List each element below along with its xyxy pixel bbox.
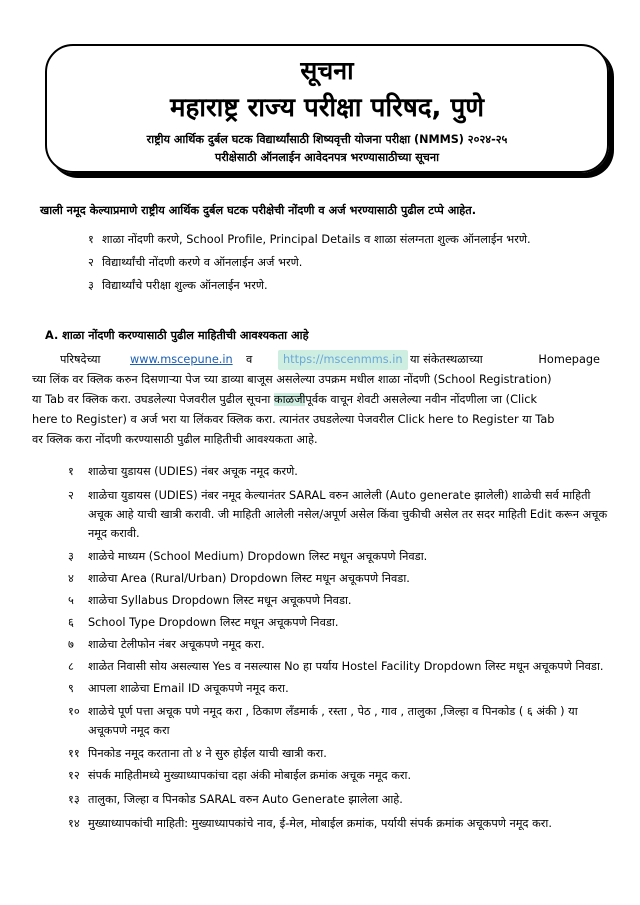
item-text: शाळेत निवासी सोय असल्यास Yes व नसल्यास No हा पर्याय Hostel Facility Dropdown लिस्ट मधून अचूकपणे निवडा. <box>88 660 604 673</box>
exam-title: राष्ट्रीय आर्थिक दुर्बल घटक विद्यार्थ्यांसाठी शिष्यवृत्ती योजना परीक्षा (NMMS) २०२४-२५ <box>146 133 508 146</box>
mscenmms-link[interactable]: https://mscenmms.in <box>278 350 408 370</box>
paragraph-text: Homepage <box>538 353 600 366</box>
step-item <box>88 255 531 278</box>
list-item <box>68 462 608 481</box>
step-number: १ <box>88 233 94 246</box>
paragraph-text: या Tab वर क्लिक करा. उघडलेल्या पेजवरील पुढील सूचना <box>32 393 274 406</box>
list-item <box>68 486 608 543</box>
item-number: २ <box>68 489 74 502</box>
list-item <box>68 613 608 632</box>
item-number: १३ <box>68 793 80 806</box>
step-number: ३ <box>88 279 94 292</box>
paragraph-text: या संकेतस्थळाच्या <box>410 353 483 366</box>
requirements-list <box>68 462 608 833</box>
list-item <box>68 591 608 610</box>
item-text: शाळेचे माध्यम (School Medium) Dropdown लिस्ट मधून अचूकपणे निवडा. <box>88 550 428 563</box>
paragraph-line <box>60 350 600 370</box>
item-text: तालुका, जिल्हा व पिनकोड SARAL वरुन Auto Generate झालेला आहे. <box>88 793 403 806</box>
item-text: शाळेचा Area (Rural/Urban) Dropdown लिस्ट मधून अचूकपणे निवडा. <box>88 572 410 585</box>
item-number: ७ <box>68 638 74 651</box>
list-item <box>68 790 608 809</box>
item-text: आपला शाळेचा Email ID अचूकपणे नमूद करा. <box>88 682 289 695</box>
paragraph-line: वर क्लिक करा नोंदणी करण्यासाठी पुढील माहितीची आवश्यकता आहे. <box>32 433 318 446</box>
item-number: ११ <box>68 747 80 760</box>
item-number: १२ <box>68 769 80 782</box>
step-item <box>88 278 531 301</box>
list-item <box>68 766 608 785</box>
list-item <box>68 657 608 676</box>
registration-paragraph <box>32 350 600 450</box>
paragraph-text: परिषदेच्या <box>60 353 101 366</box>
item-text: School Type Dropdown लिस्ट मधून अचूकपणे निवडा. <box>88 616 339 629</box>
list-item <box>68 814 608 833</box>
mscepune-link[interactable]: www.mscepune.in <box>130 353 233 366</box>
item-text: शाळेचा युडायस (UDIES) नंबर अचूक नमूद करणे. <box>88 465 298 478</box>
step-text: विद्यार्थ्यांचे परीक्षा शुल्क ऑनलाईन भरणे. <box>102 279 268 292</box>
item-text: शाळेचा युडायस (UDIES) नंबर नमूद केल्यानंतर SARAL वरुन आलेली (Auto generate झालेली) शाळेची सर्व माहिती अचूक आहे याची खात्री करावी. जी माहिती आलेली नसेल/अपूर्ण असेल किंवा चुकीची असेल तर सदर माहिती Edit करून अचूक नमूद करावी. <box>88 489 608 540</box>
list-item <box>68 702 608 740</box>
form-subtitle: परीक्षेसाठी ऑनलाईन आवेदनपत्र भरण्यासाठीच्या सूचना <box>214 151 440 164</box>
step-item <box>88 232 531 255</box>
paragraph-line <box>32 390 600 410</box>
item-number: ३ <box>68 550 74 563</box>
item-number: ९ <box>68 682 74 695</box>
step-number: २ <box>88 256 94 269</box>
step-text: शाळा नोंदणी करणे, School Profile, Principal Details व शाळा संलग्नता शुल्क ऑनलाईन भरणे. <box>102 233 531 246</box>
notice-title: सूचना <box>300 56 354 85</box>
item-number: १४ <box>68 817 80 830</box>
paragraph-line: च्या लिंक वर क्लिक करुन दिसणाऱ्या पेज च्या डाव्या बाजूस असलेल्या उपक्रम मधील शाळा नोंदणी (School Registration) <box>32 373 552 386</box>
highlighted-word: काळजी <box>273 393 306 406</box>
item-text: मुख्याध्यापकांची माहिती: मुख्याध्यापकांचे नाव, ई-मेल, मोबाईल क्रमांक, पर्यायी संपर्क क्रमांक अचूकपणे नमूद करा. <box>88 817 552 830</box>
board-title: महाराष्ट्र राज्य परीक्षा परिषद, पुणे <box>169 93 485 123</box>
item-text: शाळेचे पूर्ण पत्ता अचूक पणे नमूद करा , ठिकाण लँडमार्क , रस्ता , पेठ , गाव , तालुका ,जिल्हा व पिनकोड ( ६ अंकी ) या अचूकपणे नमूद करा <box>88 705 578 737</box>
list-item <box>68 744 608 763</box>
item-number: १ <box>68 465 74 478</box>
item-text: शाळेचा Syllabus Dropdown लिस्ट मधून अचूकपणे निवडा. <box>88 594 352 607</box>
list-item <box>68 679 608 698</box>
paragraph-text: पूर्वक वाचून शेवटी असलेल्या नवीन नोंदणीला जा (Click <box>305 393 537 406</box>
item-number: १० <box>68 705 80 718</box>
item-number: ५ <box>68 594 74 607</box>
item-number: ८ <box>68 660 74 673</box>
list-item <box>68 569 608 588</box>
step-text: विद्यार्थ्यांची नोंदणी करणे व ऑनलाईन अर्ज भरणे. <box>102 256 303 269</box>
item-number: ४ <box>68 572 74 585</box>
item-number: ६ <box>68 616 74 629</box>
item-text: शाळेचा टेलीफोन नंबर अचूकपणे नमूद करा. <box>88 638 265 651</box>
list-item <box>68 635 608 654</box>
item-text: पिनकोड नमूद करताना तो ४ ने सुरु होईल याची खात्री करा. <box>88 747 327 760</box>
paragraph-text: व <box>246 353 253 366</box>
section-a-heading: A. शाळा नोंदणी करण्यासाठी पुढील माहितीची आवश्यकता आहे <box>45 329 309 342</box>
intro-text: खाली नमूद केल्याप्रमाणे राष्ट्रीय आर्थिक दुर्बल घटक परीक्षेची नोंदणी व अर्ज भरण्यासाठी पुढील टप्पे आहेत. <box>40 204 477 217</box>
steps-list <box>88 232 531 301</box>
paragraph-line: here to Register) व अर्ज भरा या लिंकवर क्लिक करा. त्यानंतर उघडलेल्या पेजवरील Click here to Register या Tab <box>32 413 555 426</box>
item-text: संपर्क माहितीमध्ये मुख्याध्यापकांचा दहा अंकी मोबाईल क्रमांक अचूक नमूद करा. <box>88 769 412 782</box>
list-item <box>68 547 608 566</box>
